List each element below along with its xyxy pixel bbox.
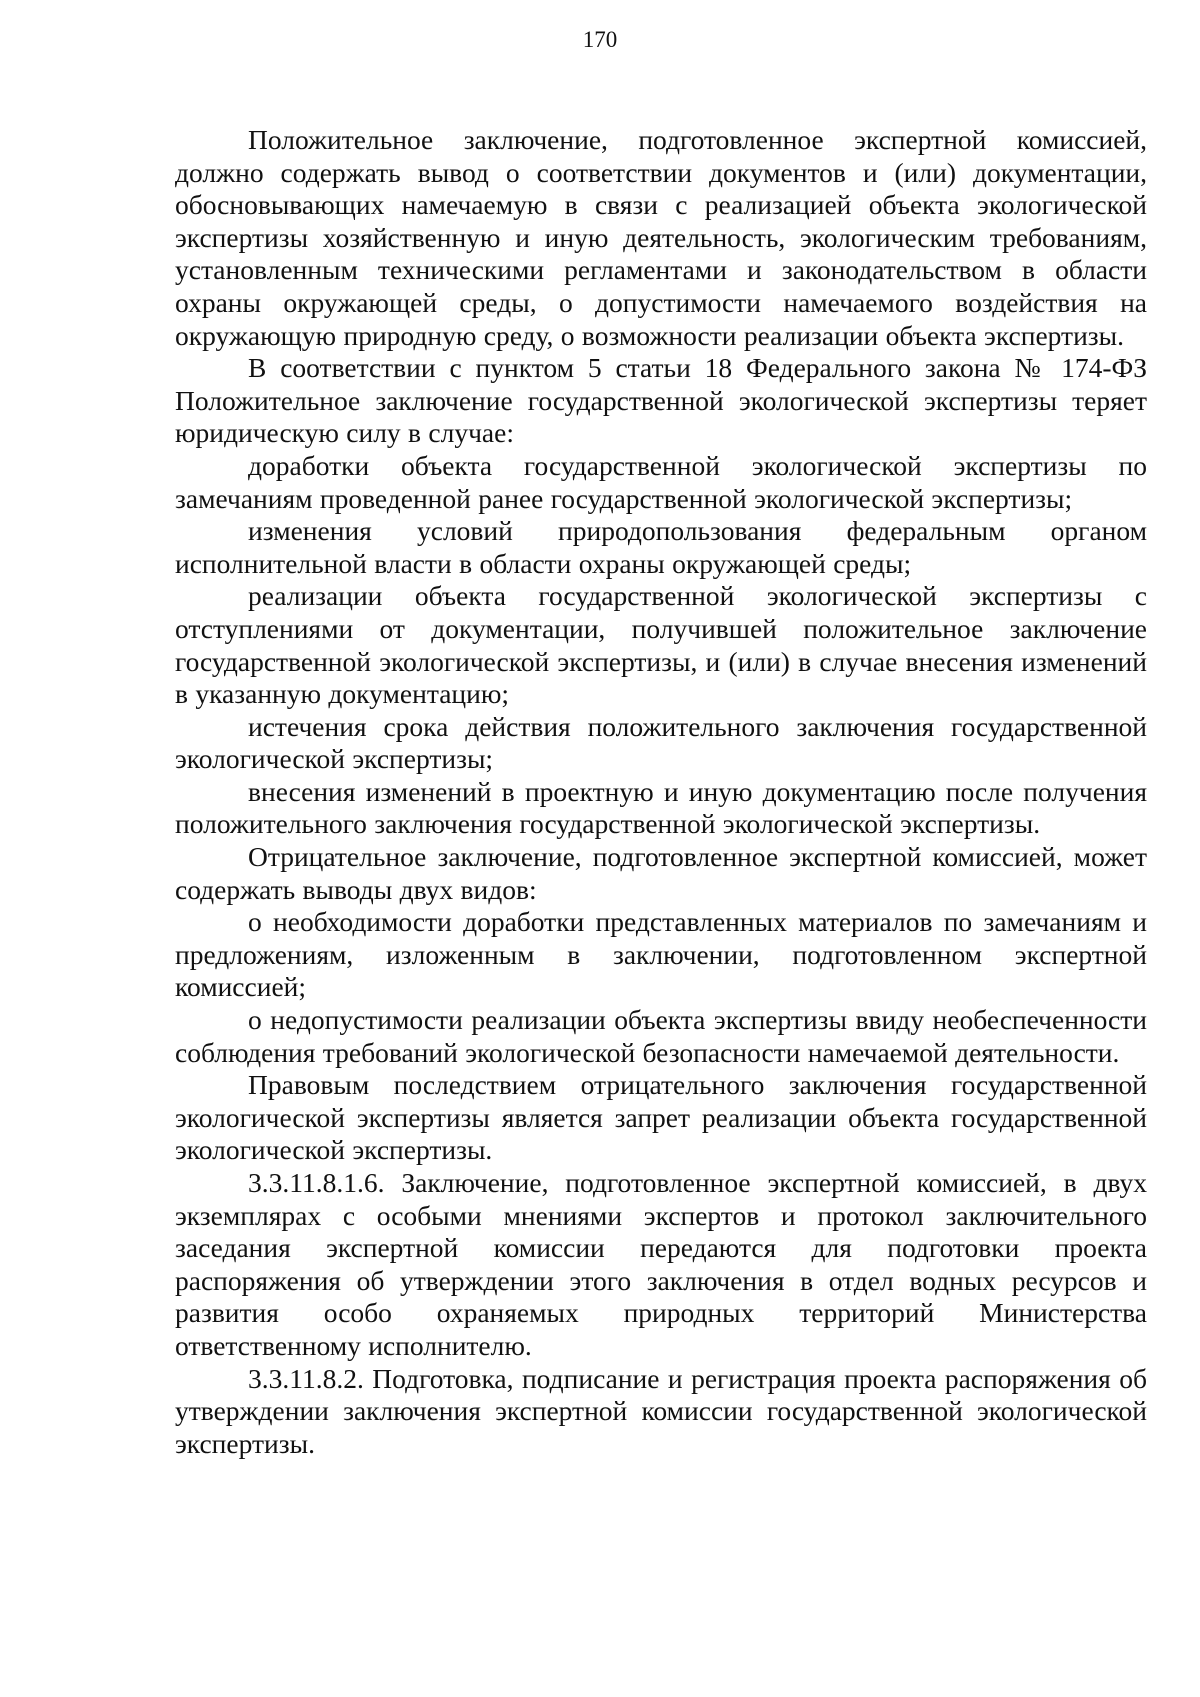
paragraph-negative-conclusion: Отрицательное заключение, подготовленное экспертной комиссией, может содержать выводы двух видов:	[175, 841, 1147, 905]
paragraph-case-changes: внесения изменений в проектную и иную документацию после получения положительного заключения государственной экологической экспертизы.	[175, 775, 1147, 840]
paragraph-case-revision: доработки объекта государственной экологической экспертизы по замечаниям проведенной ранее государственной экологической экспертизы;	[175, 449, 1147, 514]
paragraph-case-conditions-change: изменения условий природопользования федеральным органом исполнительной власти в области охраны окружающей среды;	[175, 515, 1147, 579]
paragraph-need-revision: о необходимости доработки представленных материалов по замечаниям и предложениям, изложенным в заключении, подготовленном экспертной комиссией;	[175, 906, 1147, 1003]
paragraph-case-deviation: реализации объекта государственной экологической экспертизы с отступлениями от документации, получившей положительное заключение государственной экологической экспертизы, и (или) в случае внесения изменений в указанную документацию;	[175, 580, 1147, 710]
document-body	[175, 124, 1147, 1460]
page-number: 170	[582, 27, 618, 52]
paragraph-law-reference: В соответствии с пунктом 5 статьи 18 Федерального закона № 174-ФЗ Положительное заключение государственной экологической экспертизы теряет юридическую силу в случае:	[175, 352, 1147, 449]
paragraph-legal-consequence: Правовым последствием отрицательного заключения государственной экологической экспертизы является запрет реализации объекта государственной экологической экспертизы.	[175, 1069, 1147, 1166]
paragraph-case-expiry: истечения срока действия положительного заключения государственной экологической экспертизы;	[175, 710, 1147, 775]
paragraph-inadmissibility: о недопустимости реализации объекта экспертизы ввиду необеспеченности соблюдения требований экологической безопасности намечаемой деятельности.	[175, 1004, 1147, 1068]
paragraph-section-3-3-11-8-2: 3.3.11.8.2. Подготовка, подписание и регистрация проекта распоряжения об утверждении заключения экспертной комиссии государственной экологической экспертизы.	[175, 1362, 1147, 1459]
paragraph-section-3-3-11-8-1-6: 3.3.11.8.1.6. Заключение, подготовленное экспертной комиссией, в двух экземплярах с особыми мнениями экспертов и протокол заключительного заседания экспертной комиссии передаются для подготовки проекта распоряжения об утверждении этого заключения в отдел водных ресурсов и развития особо охраняемых природных территорий Министерства ответственному исполнителю.	[175, 1167, 1147, 1361]
paragraph-positive-conclusion: Положительное заключение, подготовленное экспертной комиссией, должно содержать вывод о соответствии документов и (или) документации, обосновывающих намечаемую в связи с реализацией объекта экологической экспертизы хозяйственную и иную деятельность, экологическим требованиям, установленным техническими регламентами и законодательством в области охраны окружающей среды, о допустимости намечаемого воздействия на окружающую природную среду, о возможности реализации объекта экспертизы.	[175, 124, 1147, 351]
